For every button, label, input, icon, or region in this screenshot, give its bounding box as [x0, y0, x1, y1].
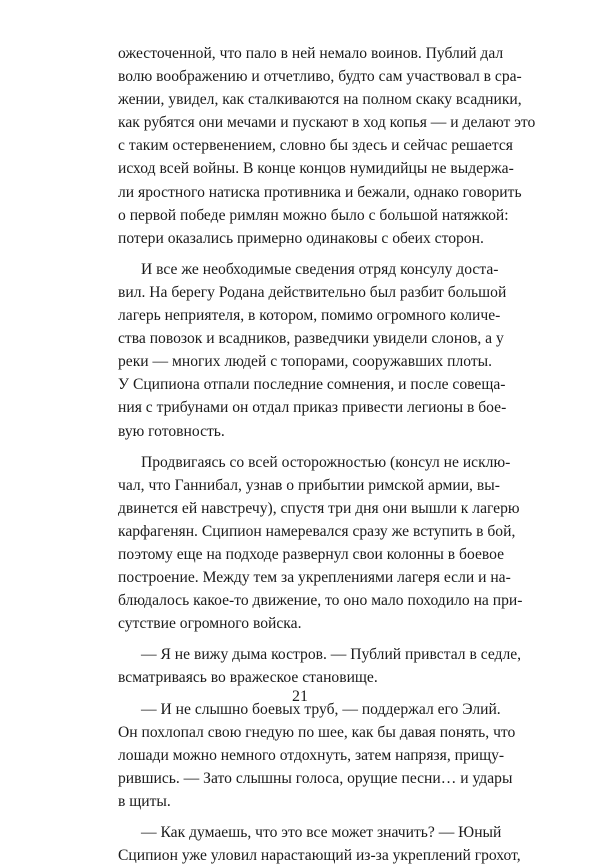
text-line: рившись. — Зато слышны голоса, орущие песни… и удары [118, 769, 513, 787]
text-line: всматриваясь во вражеское становище. [118, 669, 378, 687]
text-line: ства повозок и всадников, разведчики увидели слонов, а у [118, 330, 504, 348]
text-line: лагерь неприятеля, в котором, помимо огромного количе- [118, 307, 501, 325]
text-line: И все же необходимые сведения отряд консулу доста- [141, 260, 499, 278]
text-line: потери оказались примерно одинаковы с обеих сторон. [118, 229, 484, 247]
text-line: сутствие огромного войска. [118, 615, 302, 633]
paragraph [118, 698, 516, 813]
paragraph [118, 643, 522, 689]
paragraph [118, 42, 536, 250]
text-line: ли яростного натиска противника и бежали, однако говорить [118, 183, 522, 201]
text-line: — Как думаешь, что это все может значить? — Юный [141, 824, 502, 841]
text-line: вую готовность. [118, 422, 225, 440]
text-line: Продвигаясь со всей осторожностью (консул не исклю- [141, 453, 511, 471]
text-line: жении, увидел, как сталкиваются на полном скаку всадники, [118, 91, 522, 109]
text-line: — И не слышно боевых труб, — поддержал его Элий. [141, 700, 501, 718]
text-line: чал, что Ганнибал, узнав о прибытии римской армии, вы- [118, 476, 500, 494]
text-line: поэтому еще на подходе развернул свои колонны в боевое [118, 545, 505, 563]
text-line: в щиты. [118, 792, 171, 810]
paragraph [118, 258, 507, 443]
text-line: построение. Между тем за укреплениями лагеря если и на- [118, 569, 511, 587]
text-line: как рубятся они мечами и пускают в ход копья — и делают это [118, 114, 536, 132]
text-line: вил. На берегу Родана действительно был разбит большой [118, 283, 507, 301]
text-line: реки — многих людей с топорами, сооружавших плоты. [118, 353, 493, 371]
text-line: с таким остервенением, словно бы здесь и сейчас решается [118, 137, 513, 155]
text-line: — Я не вижу дыма костров. — Публий привстал в седле, [141, 646, 522, 664]
text-line: ния с трибунами он отдал приказ привести легионы в бое- [118, 399, 507, 417]
text-line: Он похлопал свою гнедую по шее, как бы давая понять, что [118, 723, 516, 741]
text-line: карфагенян. Сципион намеревался сразу же вступить в бой, [118, 522, 516, 540]
paragraph [118, 821, 521, 867]
text-line: лошади можно немного отдохнуть, затем напрязя, прищу- [118, 746, 505, 764]
text-line: волю воображению и отчетливо, будто сам участвовал в сра- [118, 68, 522, 86]
text-line: У Сципиона отпали последние сомнения, и после совеща- [118, 376, 506, 394]
text-line: двинется ей навстречу), спустя три дня они вышли к лагерю [118, 499, 520, 517]
paragraph [118, 451, 523, 636]
text-line: исход всей войны. В конце концов нумидийцы не выдержа- [118, 160, 514, 178]
page-number: 21 [292, 688, 308, 705]
text-line: ожесточенной, что пало в ней немало воинов. Публий дал [118, 45, 504, 62]
body-text [118, 42, 536, 867]
text-line: блюдалось какое-то движение, то оно мало походило на при- [118, 592, 523, 610]
text-line: о первой победе римлян можно было с большой натяжкой: [118, 206, 509, 224]
text-line: Сципион уже уловил нарастающий из-за укреплений грохот, [118, 847, 521, 865]
